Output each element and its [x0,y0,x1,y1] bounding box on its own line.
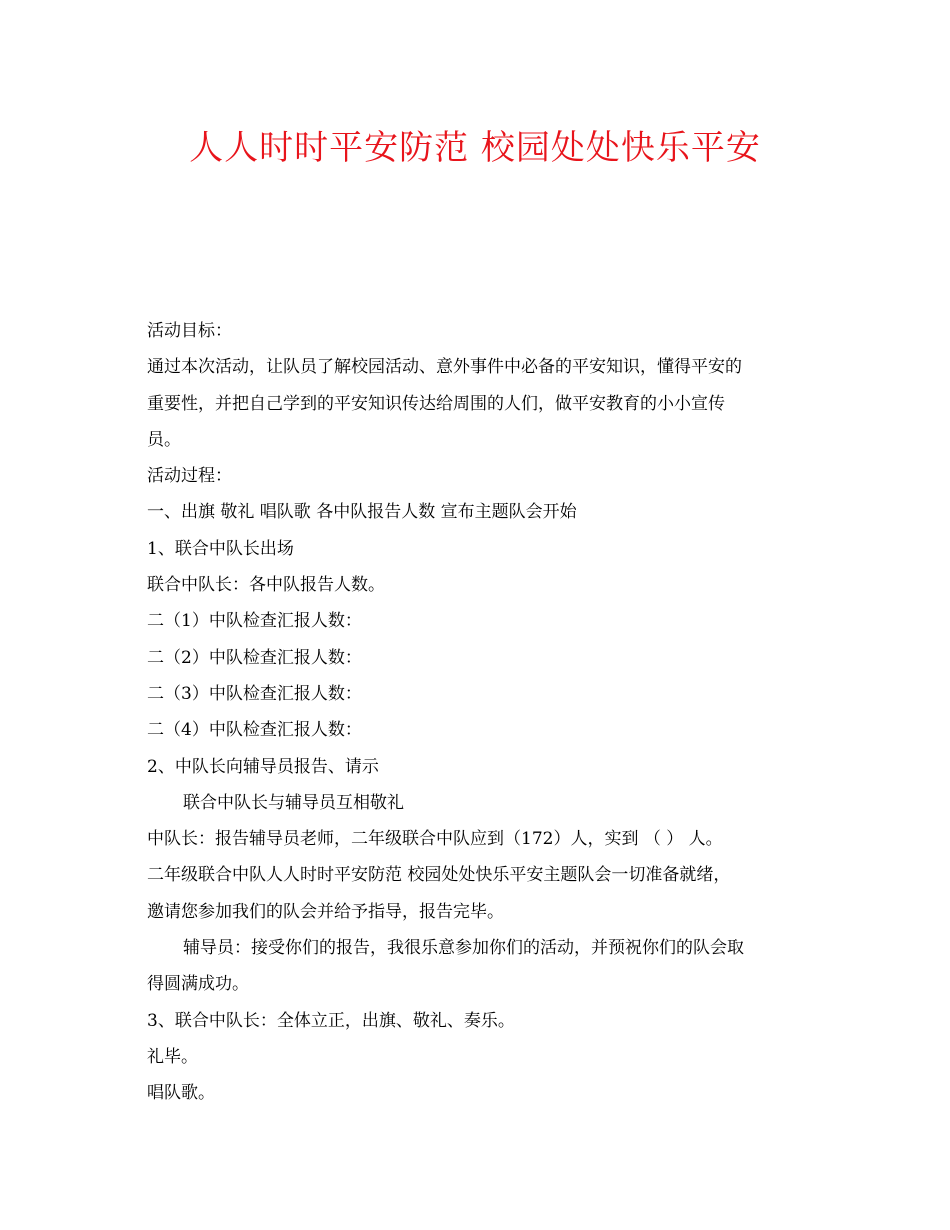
paragraph-line: 二（1）中队检查汇报人数： [147,611,362,632]
paragraph-line: 邀请您参加我们的队会并给予指导，报告完毕。 [147,901,504,922]
paragraph-line: 二（3）中队检查汇报人数： [147,683,362,704]
paragraph-line: 得圆满成功。 [147,974,249,995]
paragraph-line: 辅导员：接受你们的报告，我很乐意参加你们的活动，并预祝你们的队会取 [183,938,744,959]
paragraph-line: 活动目标： [147,321,232,341]
paragraph-line: 中队长：报告辅导员老师，二年级联合中队应到（172）人，实到 （ ） 人。 [147,829,723,850]
paragraph-line: 联合中队长：各中队报告人数。 [147,575,385,596]
paragraph-line: 活动过程： [147,466,232,487]
paragraph-line: 一、出旗 敬礼 唱队歌 各中队报告人数 宣布主题队会开始 [147,502,577,523]
paragraph-line: 二（4）中队检查汇报人数： [147,720,362,741]
paragraph-line: 礼毕。 [147,1046,198,1067]
paragraph-line: 1、联合中队长出场 [147,538,294,559]
paragraph-line: 二年级联合中队人人时时平安防范 校园处处快乐平安主题队会一切准备就绪， [147,865,731,886]
paragraph-line: 通过本次活动，让队员了解校园活动、意外事件中必备的平安知识，懂得平安的 [147,357,742,378]
document-title: 人人时时平安防范 校园处处快乐平安 [189,128,761,168]
document-body [147,313,807,1112]
paragraph-line: 二（2）中队检查汇报人数： [147,647,362,668]
paragraph-line: 唱队歌。 [147,1083,215,1104]
paragraph-line: 2、中队长向辅导员报告、请示 [147,756,379,777]
paragraph-line: 联合中队长与辅导员互相敬礼 [183,792,404,813]
paragraph-line: 3、联合中队长：全体立正，出旗、敬礼、奏乐。 [147,1010,515,1031]
paragraph-line: 重要性，并把自己学到的平安知识传达给周围的人们，做平安教育的小小宣传 [147,393,725,414]
paragraph-line: 员。 [147,429,181,450]
